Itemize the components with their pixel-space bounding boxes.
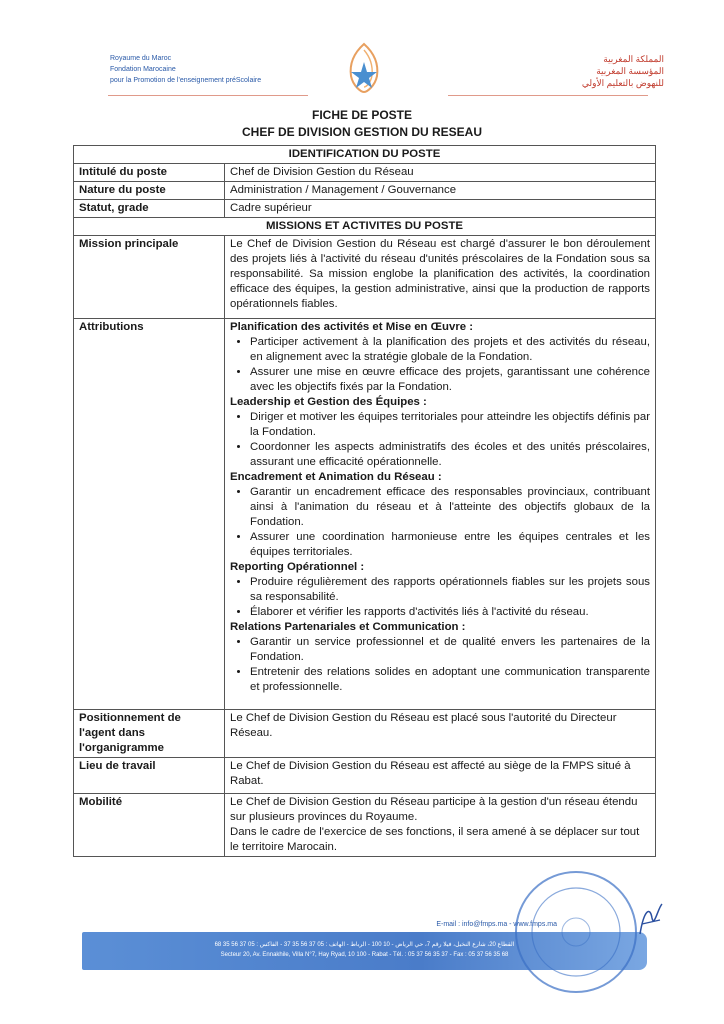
- footer-email: E-mail : info@fmps.ma - www.fmps.ma: [436, 921, 557, 928]
- attributions-content: [225, 319, 656, 710]
- lieu-text: Le Chef de Division Gestion du Réseau est affecté au siège de la FMPS situé à Rabat.: [225, 758, 656, 794]
- attribution-group-title: Planification des activités et Mise en Œuvre :: [230, 321, 474, 333]
- header-right-line: المؤسسة المغربية: [596, 66, 664, 76]
- positionnement-text: Le Chef de Division Gestion du Réseau est placé sous l'autorité du Directeur Réseau.: [225, 710, 656, 758]
- signature-icon: [636, 900, 666, 940]
- field-value: Chef de Division Gestion du Réseau: [225, 164, 656, 182]
- attribution-group-title: Relations Partenariales et Communication :: [230, 621, 466, 633]
- field-label: Statut, grade: [74, 200, 225, 218]
- header-left-line: Fondation Marocaine: [110, 66, 176, 73]
- field-value: Cadre supérieur: [225, 200, 656, 218]
- list-item: • Garantir un encadrement efficace des responsables provinciaux, contribuant ainsi à l'animation du réseau et à l'atteinte des objectifs globaux de la Fondation.: [250, 485, 650, 530]
- attribution-list: [230, 335, 650, 395]
- attribution-list: [230, 635, 650, 695]
- fiche-table: [73, 145, 656, 857]
- footer-address-arabic: القطاع 20، شارع النخيل، فيلا رقم 7، حي الرياض - 10 100 - الرباط - الهاتف : 05 37 56 35 37 - الفاكس : 05 37 56 35 68: [214, 942, 515, 948]
- attribution-list: [230, 410, 650, 470]
- section-row: [74, 146, 656, 164]
- field-label: Lieu de travail: [74, 758, 225, 794]
- attribution-list: [230, 485, 650, 560]
- field-label: Nature du poste: [74, 182, 225, 200]
- mobilite-content: [225, 794, 656, 857]
- list-item: • Garantir un service professionnel et de qualité envers les partenaires de la Fondation.: [250, 635, 650, 665]
- attribution-group-title: Leadership et Gestion des Équipes :: [230, 396, 427, 408]
- section-identification: IDENTIFICATION DU POSTE: [74, 146, 656, 164]
- attribution-group-title: Reporting Opérationnel :: [230, 561, 365, 573]
- header-divider-right: [448, 95, 648, 96]
- header-left-text: [110, 53, 261, 86]
- field-label: Intitulé du poste: [74, 164, 225, 182]
- list-item: • Coordonner les aspects administratifs des écoles et des unités préscolaires, assurant une efficacité opérationnelle.: [250, 440, 650, 470]
- attribution-group-title: Encadrement et Animation du Réseau :: [230, 471, 442, 483]
- table-row: [74, 200, 656, 218]
- official-stamp-icon: [512, 868, 640, 996]
- list-item: • Participer activement à la planification des projets et des activités du réseau, en alignement avec la stratégie globale de la Fondation.: [250, 335, 650, 365]
- list-item: • Produire régulièrement des rapports opérationnels fiables sur les projets sous sa responsabilité.: [250, 575, 650, 605]
- field-label: Mission principale: [74, 236, 225, 319]
- table-row: [74, 182, 656, 200]
- table-row: [74, 164, 656, 182]
- list-item: • Assurer une mise en œuvre efficace des projets, garantissant une cohérence avec les objectifs fixés par la Fondation.: [250, 365, 650, 395]
- attribution-list: [230, 575, 650, 620]
- field-label: Mobilité: [74, 794, 225, 857]
- list-item: • Entretenir des relations solides en adoptant une communication transparente et professionnelle.: [250, 665, 650, 695]
- mission-principale-text: Le Chef de Division Gestion du Réseau est chargé d'assurer le bon déroulement des projets liés à l'activité du réseau d'unités préscolaires de la Fondation sous sa responsabilité. Sa mission englobe la planification des activités, la coordination efficace des équipes, la gestion administrative, ainsi que la production de rapports opérationnels fiables.: [225, 236, 656, 319]
- table-row: [74, 236, 656, 319]
- header-divider-left: [108, 95, 308, 96]
- document-title: FICHE DE POSTE: [311, 108, 412, 122]
- list-item: • Assurer une coordination harmonieuse entre les équipes centrales et les équipes territoriales.: [250, 530, 650, 560]
- header-left-line: pour la Promotion de l'enseignement préScolaire: [110, 77, 262, 84]
- section-missions: MISSIONS ET ACTIVITES DU POSTE: [74, 218, 656, 236]
- mobilite-text-1: Le Chef de Division Gestion du Réseau participe à la gestion d'un réseau étendu sur plusieurs provinces du Royaume.: [230, 796, 638, 823]
- field-value: Administration / Management / Gouvernance: [225, 182, 656, 200]
- footer-address-french: Secteur 20, Av. Ennakhile, Villa N°7, Hay Ryad, 10 100 - Rabat - Tél. : 05 37 56 35 37 - Fax : 05 37 56 35 68: [220, 952, 509, 958]
- header-left-line: Royaume du Maroc: [110, 55, 172, 62]
- fmps-logo-icon: [343, 42, 385, 94]
- table-row: [74, 319, 656, 710]
- list-item: • Élaborer et vérifier les rapports d'activités liés à l'activité du réseau.: [250, 605, 650, 620]
- table-row: [74, 794, 656, 857]
- header-right-text: [582, 53, 664, 89]
- mobilite-text-2: Dans le cadre de l'exercice de ses fonctions, il sera amené à se déplacer sur tout le territoire Marocain.: [230, 826, 640, 853]
- table-row: [74, 710, 656, 758]
- header-right-line: للنهوض بالتعليم الأولي: [581, 78, 664, 88]
- field-label: Positionnement de l'agent dans l'organigramme: [74, 710, 225, 758]
- section-row: [74, 218, 656, 236]
- document-subtitle: CHEF DE DIVISION GESTION DU RESEAU: [241, 125, 483, 139]
- list-item: • Diriger et motiver les équipes territoriales pour atteindre les objectifs définis par la Fondation.: [250, 410, 650, 440]
- field-label: Attributions: [74, 319, 225, 710]
- table-row: [74, 758, 656, 794]
- header-right-line: المملكة المغربية: [603, 54, 664, 64]
